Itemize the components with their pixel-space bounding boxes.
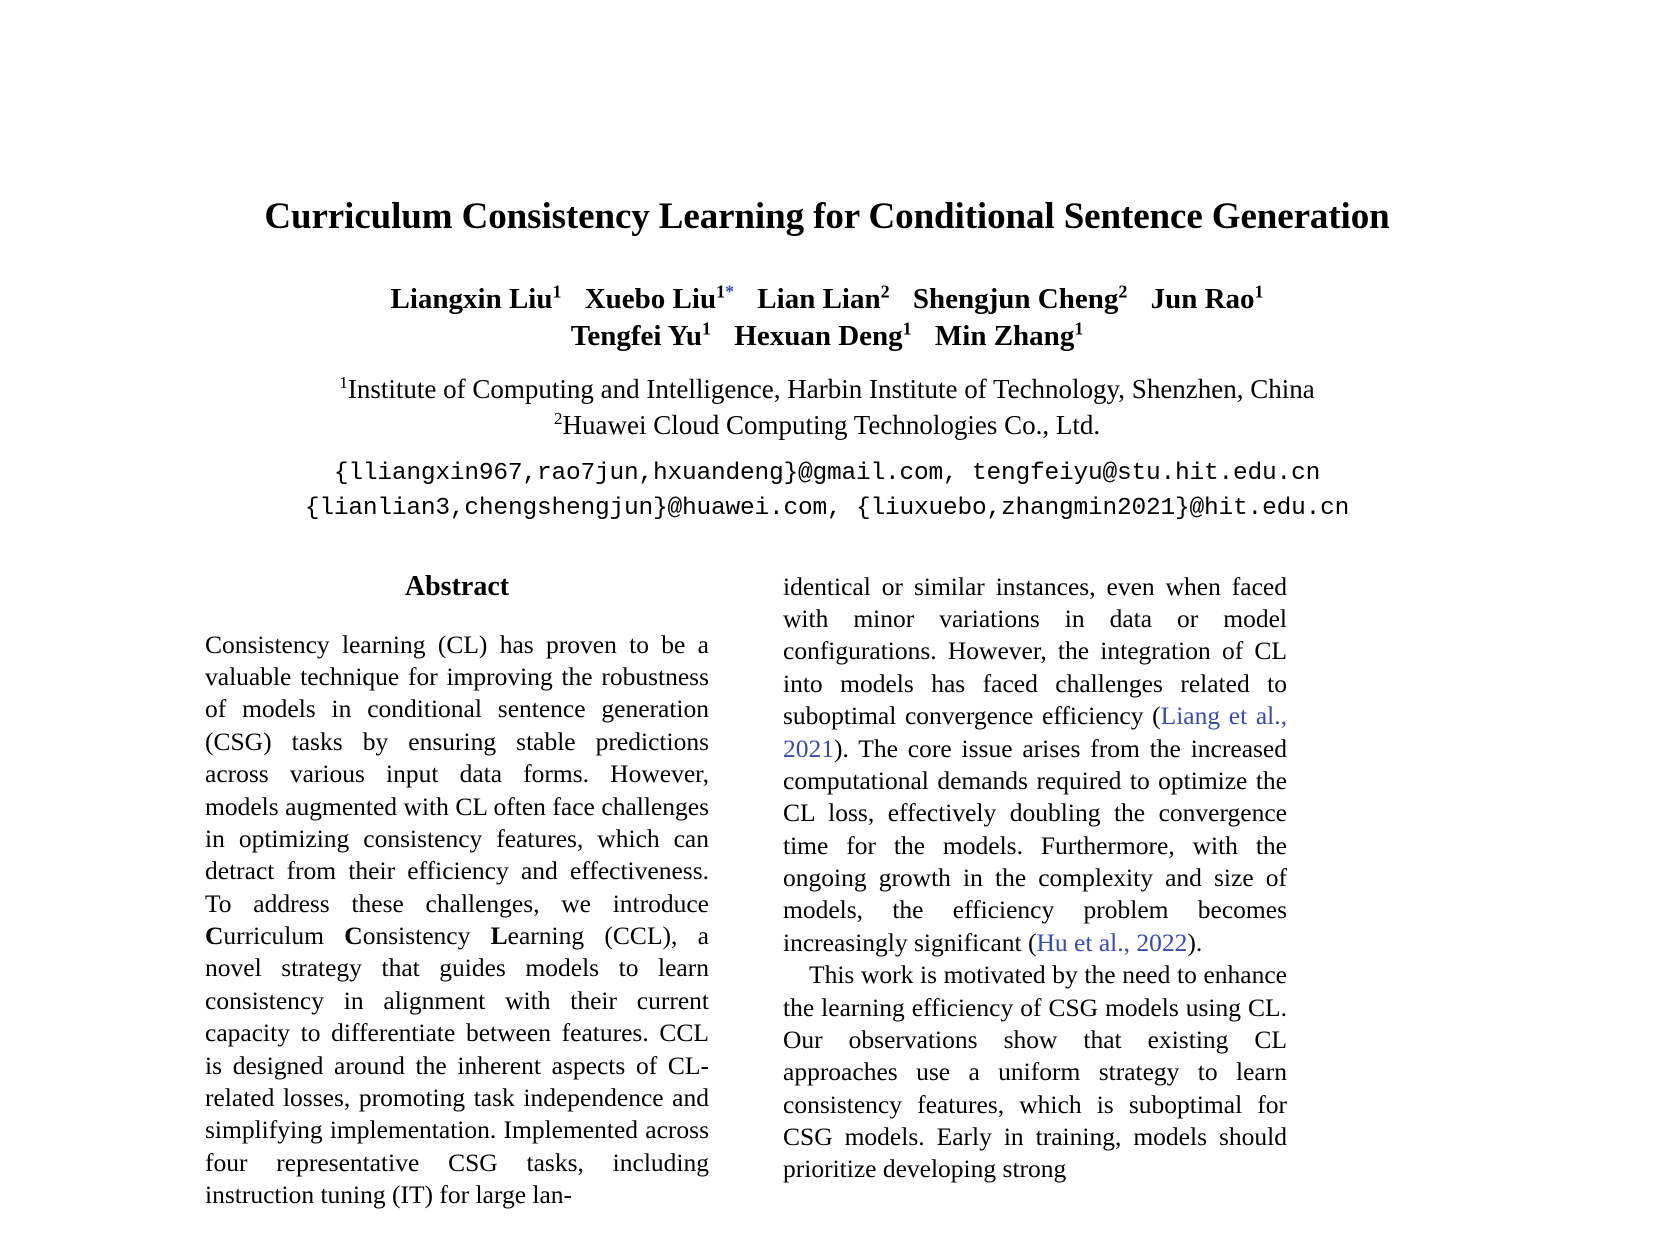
abstract-text-part-2: (CCL), a novel strategy that guides models to learn consistency in alignment with their current capacity to differentiate between features. CCL is designed around the inherent aspects of CL-related losses, promoting task independence and simplifying implementation. Implemented across four representative CSG tasks, including instruction tuning (IT) for large lan- <box>205 921 709 1210</box>
email-line-2[interactable]: {lianlian3,chengshengjun}@huawei.com, {liuxuebo,zhangmin2021}@hit.edu.cn <box>304 495 1350 523</box>
intro-text-part-3: ). <box>1187 927 1203 957</box>
author-entry <box>584 280 735 315</box>
author-affil-marker: 2 <box>880 280 890 301</box>
citation-link-hu-2022[interactable]: Hu et al., 2022 <box>1036 927 1188 957</box>
affiliation-1 <box>205 371 1449 407</box>
intro-text-part-2: ). The core issue arises from the increased computational demands required to optimize the CL loss, effectively doubling the convergence time for the models. Furthermore, with the ongoing growth in the complexity and size of models, the efficiency problem becomes increasingly significant ( <box>783 733 1287 957</box>
author-line-2 <box>205 318 1449 355</box>
abstract-heading: Abstract <box>404 570 510 602</box>
author-affil-marker: 1 <box>716 280 726 301</box>
author-name: Tengfei Yu <box>570 319 703 352</box>
author-affil-marker: 1 <box>1254 280 1264 301</box>
ccl-bold-l: L <box>490 921 508 951</box>
author-name: Jun Rao <box>1150 282 1255 315</box>
author-name: Hexuan Deng <box>734 319 903 352</box>
author-entry <box>912 280 1128 315</box>
author-entry <box>734 320 911 352</box>
author-affil-marker: 1 <box>702 318 712 338</box>
affiliation-2 <box>205 407 1449 443</box>
corresponding-author-star[interactable]: * <box>725 280 735 301</box>
author-entry <box>1150 280 1264 315</box>
abstract-text-part-1: Consistency learning (CL) has proven to be a valuable technique for improving the robustness of models in conditional sentence generation (CSG) tasks by ensuring stable predictions across various input data forms. However, models augmented with CL often face challenges in optimizing consistency features, which can detract from their efficiency and effectiveness. To address these challenges, we introduce <box>205 629 709 918</box>
author-affil-marker: 2 <box>1118 280 1128 301</box>
author-entry <box>571 320 711 352</box>
email-block <box>205 456 1449 527</box>
page-title: Curriculum Consistency Learning for Conditional Sentence Generation <box>264 196 1390 237</box>
affiliation-text: Institute of Computing and Intelligence, Harbin Institute of Technology, Shenzhen, China <box>347 373 1315 404</box>
abstract-paragraph <box>205 629 709 1212</box>
author-entry <box>390 280 562 315</box>
author-name: Shengjun Cheng <box>912 282 1119 315</box>
author-affil-marker: 1 <box>1074 318 1084 338</box>
ccl-mid-3: earning <box>507 921 585 951</box>
author-entry <box>935 320 1083 352</box>
author-entry <box>757 280 890 315</box>
ccl-mid-1: urriculum <box>223 921 345 951</box>
left-column <box>205 571 709 1231</box>
author-name: Min Zhang <box>934 319 1075 352</box>
intro-text-part-1: identical or similar instances, even when faced with minor variations in data or model configurations. However, the integration of CL into models has faced challenges related to suboptimal convergence efficiency ( <box>783 571 1287 731</box>
author-name: Liangxin Liu <box>390 282 553 315</box>
author-list <box>205 281 1449 355</box>
author-affil-marker: 1 <box>902 318 912 338</box>
author-affil-marker: 1 <box>552 280 562 301</box>
citation-link-liang-2021[interactable]: Liang et al., 2021 <box>783 701 1287 763</box>
affiliation-text: Huawei Cloud Computing Technologies Co., Ltd. <box>562 410 1101 441</box>
intro-paragraph-continued <box>783 571 1287 960</box>
ccl-bold-c1: C <box>205 921 224 951</box>
affiliation-list <box>205 371 1449 444</box>
author-name: Lian Lian <box>757 282 881 315</box>
right-column <box>783 571 1287 1231</box>
intro-paragraph-2: This work is motivated by the need to enhance the learning efficiency of CSG models using CL. Our observations show that existing CL approaches use a uniform strategy to learn consistency features, which is suboptimal for CSG models. Early in training, models should prioritize developing strong <box>783 960 1287 1184</box>
author-name: Xuebo Liu <box>584 282 717 315</box>
ccl-bold-c2: C <box>344 921 363 951</box>
affiliation-marker: 2 <box>553 409 563 429</box>
author-line-1 <box>205 281 1449 318</box>
email-line-1[interactable]: {lliangxin967,rao7jun,hxuandeng}@gmail.com, tengfeiyu@stu.hit.edu.cn <box>333 459 1321 487</box>
body-columns <box>205 571 1449 1231</box>
affiliation-marker: 1 <box>339 372 348 392</box>
ccl-mid-2: onsistency <box>362 921 491 951</box>
